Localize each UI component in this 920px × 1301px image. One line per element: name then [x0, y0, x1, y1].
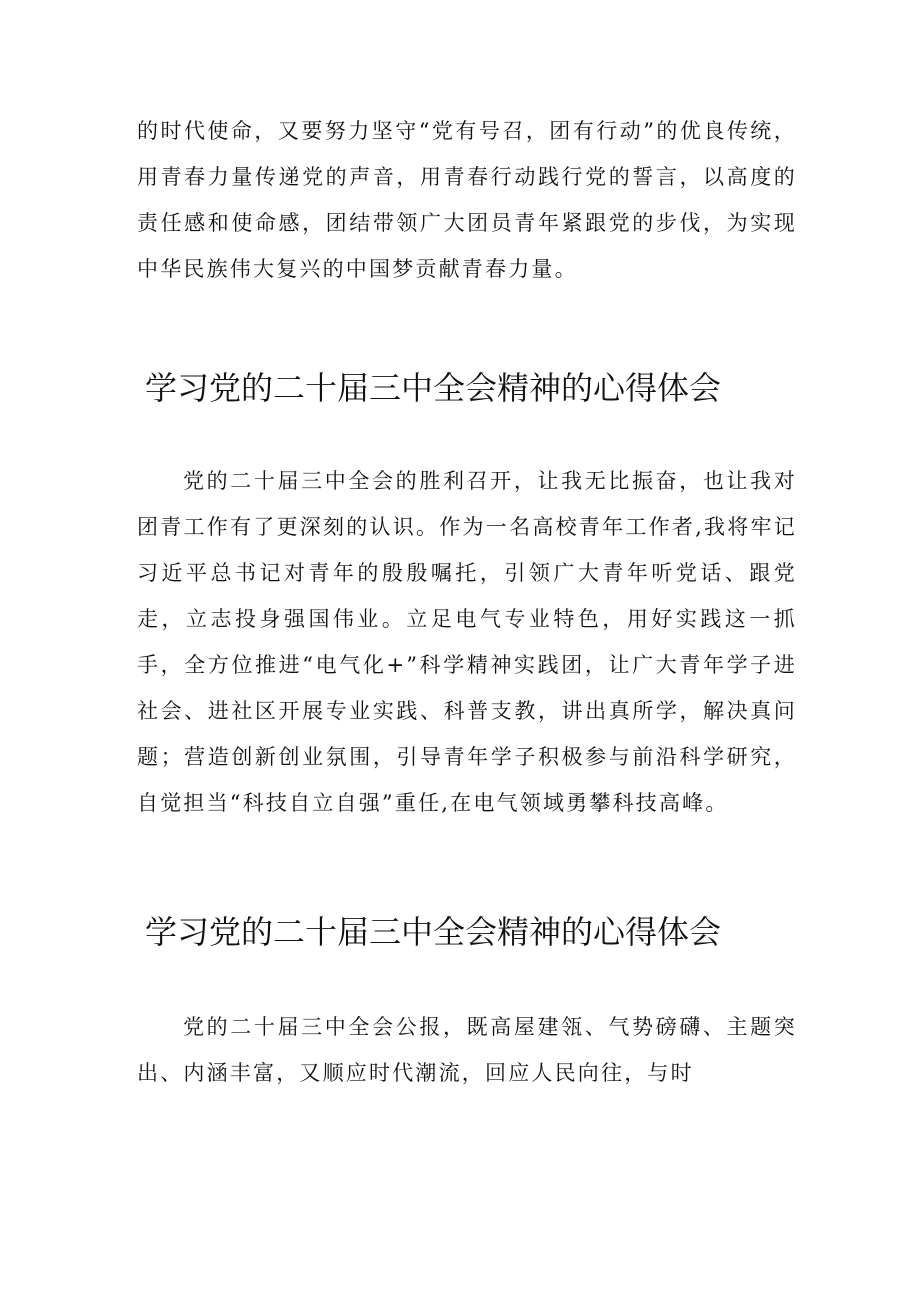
section-heading: 学习党的二十届三中全会精神的心得体会: [145, 913, 722, 951]
body-paragraph: 党的二十届三中全会公报，既高屋建瓴、气势磅礴、主题突出、内涵丰富，又顺应时代潮流，回应人民向往，与时: [137, 1015, 797, 1085]
section-heading: 学习党的二十届三中全会精神的心得体会: [145, 369, 722, 407]
body-paragraph: 党的二十届三中全会的胜利召开，让我无比振奋，也让我对团青工作有了更深刻的认识。作为一名高校青年工作者,我将牢记习近平总书记对青年的殷殷嘱托，引领广大青年听党话、跟党走，立志投身强国伟业。立足电气专业特色，用好实践这一抓手，全方位推进“电气化+”科学精神实践团，让广大青年学子进社会、进社区开展专业实践、科普支教，讲出真所学，解决真问题；营造创新创业氛围，引导青年学子积极参与前沿科学研究，自觉担当“科技自立自强”重任,在电气领域勇攀科技高峰。: [137, 469, 797, 815]
body-paragraph-continued: 的时代使命，又要努力坚守“党有号召，团有行动”的优良传统，用青春力量传递党的声音，用青春行动践行党的誓言，以高度的责任感和使命感，团结带领广大团员青年紧跟党的步伐，为实现中华民族伟大复兴的中国梦贡献青春力量。: [137, 119, 797, 281]
